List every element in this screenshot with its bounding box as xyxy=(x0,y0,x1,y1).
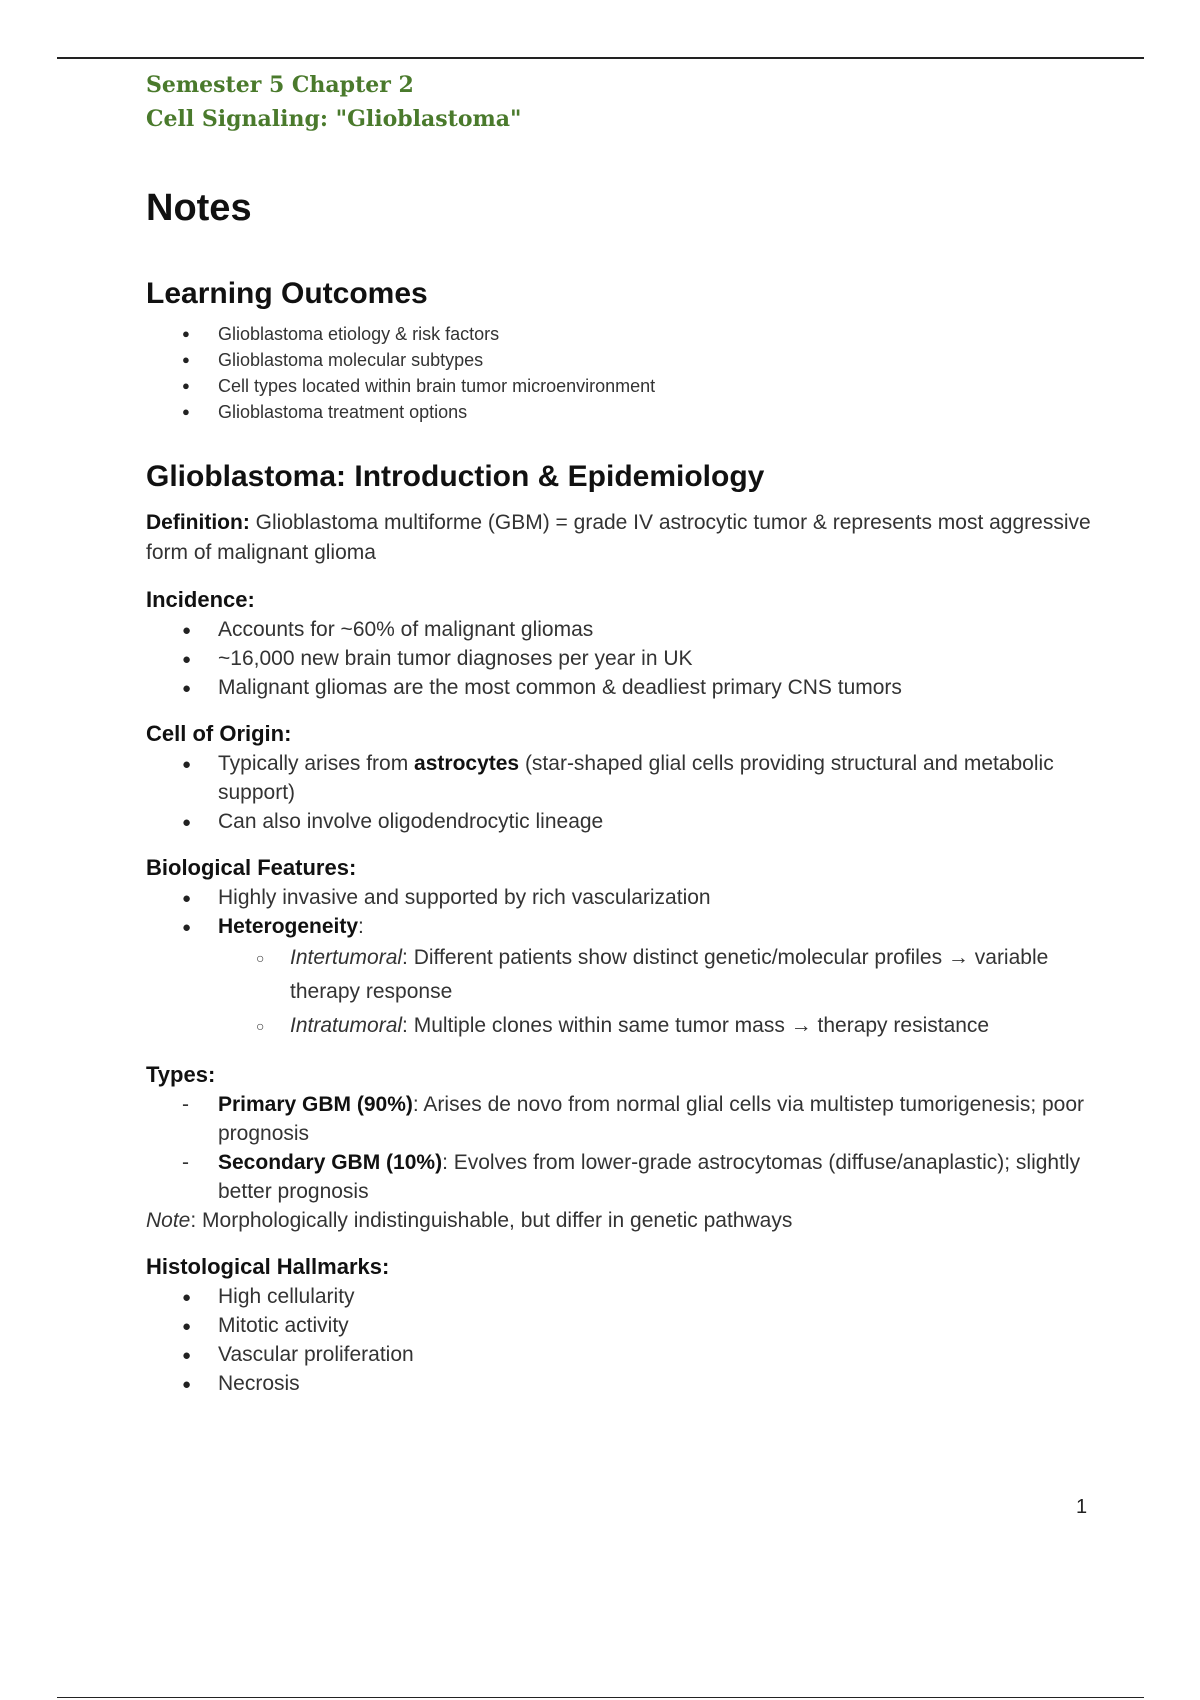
text-run: : Evolves from lower-grade astrocytomas (diffuse/anaplastic); slightly better prognosis xyxy=(218,1151,1081,1203)
incidence-list xyxy=(146,615,1106,702)
header-line-2: Cell Signaling: "Glioblastoma" xyxy=(146,106,522,132)
list-item xyxy=(146,1148,1106,1206)
types-note xyxy=(146,1206,1106,1235)
types-heading: Types: xyxy=(146,1062,216,1087)
intro-heading: Glioblastoma: Introduction & Epidemiology xyxy=(146,460,765,493)
italic-term: Intratumoral xyxy=(290,1014,403,1037)
biological-features-heading: Biological Features: xyxy=(146,855,357,880)
header-line-1: Semester 5 Chapter 2 xyxy=(146,72,414,98)
top-rule xyxy=(57,57,1144,59)
text-run: : xyxy=(358,915,364,938)
list-item: ● Can also involve oligodendrocytic lineage xyxy=(146,807,1106,836)
definition-text: Glioblastoma multiforme (GBM) = grade IV astrocytic tumor & represents most aggressive form of malignant glioma xyxy=(146,511,1091,564)
incidence-heading: Incidence: xyxy=(146,587,255,612)
cell-of-origin-list xyxy=(146,749,1106,836)
page-number: 1 xyxy=(1076,1496,1088,1518)
text-run: : Multiple clones within same tumor mass → therapy resistance xyxy=(402,1014,990,1037)
text-run: Typically arises from xyxy=(218,752,415,775)
list-item xyxy=(146,749,1106,807)
list-item xyxy=(146,912,1106,1043)
definition-paragraph xyxy=(146,508,1106,568)
list-item: ● Necrosis xyxy=(146,1369,1106,1398)
text-run: (star-shaped glial cells providing structural and metabolic support) xyxy=(218,752,1054,804)
cell-of-origin-heading: Cell of Origin: xyxy=(146,721,292,746)
definition-label: Definition: xyxy=(146,511,250,534)
list-item: ● High cellularity xyxy=(146,1282,1106,1311)
list-item: ● ~16,000 new brain tumor diagnoses per year in UK xyxy=(146,644,1106,673)
italic-term: Intertumoral xyxy=(290,946,403,969)
list-item: ● Glioblastoma treatment options xyxy=(146,399,1106,425)
italic-term: Note xyxy=(146,1209,191,1232)
list-item: ● Mitotic activity xyxy=(146,1311,1106,1340)
bold-term: Primary GBM (90%) xyxy=(218,1093,413,1116)
biological-features-list xyxy=(146,883,1106,1043)
bold-term: astrocytes xyxy=(414,752,520,775)
histological-hallmarks-list xyxy=(146,1282,1106,1398)
list-item: ● Accounts for ~60% of malignant gliomas xyxy=(146,615,1106,644)
document-body xyxy=(146,68,1106,1398)
list-item: ● Malignant gliomas are the most common & deadliest primary CNS tumors xyxy=(146,673,1106,702)
list-item: ● Vascular proliferation xyxy=(146,1340,1106,1369)
bottom-rule xyxy=(57,1697,1144,1698)
sub-list-item xyxy=(218,941,1106,1009)
list-item: ● Highly invasive and supported by rich vascularization xyxy=(146,883,1106,912)
learning-outcomes-list xyxy=(146,321,1106,425)
list-item: ● Glioblastoma molecular subtypes xyxy=(146,347,1106,373)
list-item: ● Glioblastoma etiology & risk factors xyxy=(146,321,1106,347)
histological-hallmarks-heading: Histological Hallmarks: xyxy=(146,1254,390,1279)
text-run: : Different patients show distinct genetic/molecular profiles → variable therapy response xyxy=(290,946,1049,1003)
bold-term: Secondary GBM (10%) xyxy=(218,1151,443,1174)
sub-list-item xyxy=(218,1009,1106,1043)
list-item xyxy=(146,1090,1106,1148)
page-title: Notes xyxy=(146,187,252,229)
types-list xyxy=(146,1090,1106,1206)
bold-term: Heterogeneity xyxy=(218,915,359,938)
text-run: : Arises de novo from normal glial cells via multistep tumorigenesis; poor prognosis xyxy=(218,1093,1085,1145)
text-run: : Morphologically indistinguishable, but differ in genetic pathways xyxy=(190,1209,793,1232)
heterogeneity-sublist xyxy=(218,941,1106,1043)
learning-outcomes-heading: Learning Outcomes xyxy=(146,277,428,310)
list-item: ● Cell types located within brain tumor microenvironment xyxy=(146,373,1106,399)
